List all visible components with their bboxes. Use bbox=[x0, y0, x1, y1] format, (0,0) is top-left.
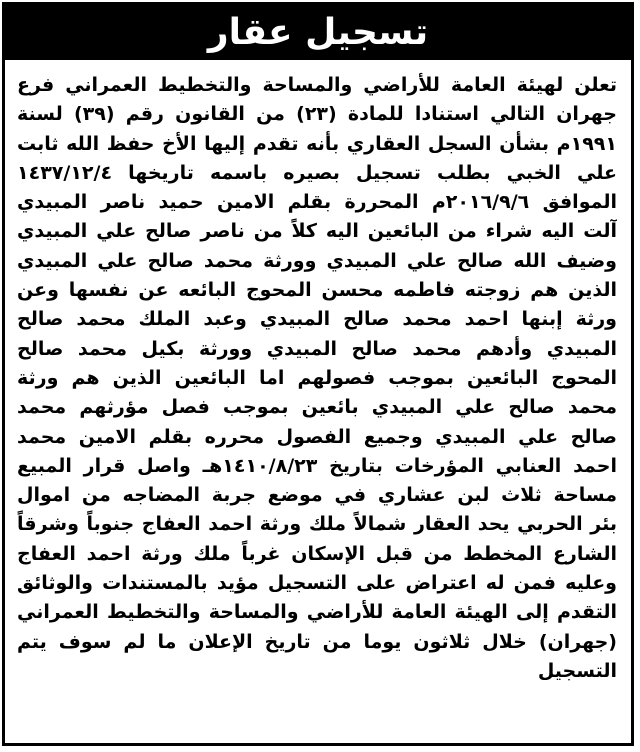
body-line: المحوج البائعين بموجب فصولهم اما البائعين الذين هم ورثة bbox=[17, 366, 617, 389]
body-line: آلت اليه شراء من البائعين اليه كلاً من ناصر صالح علي المبيدي bbox=[17, 220, 617, 243]
body-line: احمد العنابي المؤرخات بتاريخ ١٤١٠/٨/٢٣هـ واصل قرار المبيع bbox=[17, 454, 617, 477]
body-line: التقدم إلى الهيئة العامة للأراضي والمساحة والتخطيط العمراني bbox=[17, 601, 617, 624]
body-line: ورثة إبنها احمد محمد صالح المبيدي وعبد الملك محمد صالح bbox=[17, 308, 617, 331]
body-line: الذين هم زوجته فاطمه محسن المحوج البائعه عن نفسها وعن bbox=[17, 279, 617, 302]
body-line: محمد صالح علي المبيدي بائعين بموجب فصل مؤرثهم محمد bbox=[17, 396, 617, 419]
body-line: صالح علي المبيدي وجميع الفصول محرره بقلم الامين محمد bbox=[17, 425, 617, 448]
body-line: ١٩٩١م بشأن السجل العقاري بأنه تقدم إليها الأخ حفظ الله ثابت bbox=[17, 132, 617, 155]
body-line: الشارع المخطط من قبل الإسكان غرباً ملك ورثة احمد العفاج bbox=[17, 542, 617, 565]
body-line: الموافق ٢٠١٦/٩/٦م المحررة بقلم الامين حميد ناصر المبيدي bbox=[17, 191, 617, 214]
body-line: جهران التالي استنادا للمادة (٢٣) من القانون رقم (٣٩) لسنة bbox=[17, 103, 617, 126]
body-line: وضيف الله صالح علي المبيدي وورثة محمد صالح علي المبيدي bbox=[17, 249, 617, 272]
body-line: مساحة ثلاث لبن عشاري في موضع جربة المضاجه من اموال bbox=[17, 484, 617, 507]
body-line: علي الخبي بطلب تسجيل بصيره باسمه تاريخها ١٤٣٧/١٢/٤ bbox=[17, 161, 617, 184]
body-line: تعلن لهيئة العامة للأراضي والمساحة والتخطيط العمراني فرع bbox=[17, 74, 617, 96]
body-line: المبيدي وأدهم محمد صالح المبيدي وورثة بكيل محمد صالح bbox=[17, 337, 617, 360]
notice-title: تسجيل عقار bbox=[207, 11, 429, 53]
notice-body bbox=[17, 71, 617, 686]
body-line: بئر الحربي يحد العقار شمالاً ملك ورثة احمد العفاج جنوباً وشرقاً bbox=[17, 513, 617, 536]
body-line: وعليه فمن له اعتراض على التسجيل مؤيد بالمستندات والوثائق bbox=[17, 572, 617, 595]
notice-box bbox=[2, 2, 634, 746]
body-line: التسجيل bbox=[537, 659, 617, 682]
header-band bbox=[5, 5, 631, 60]
body-line: (جهران) خلال ثلاثون يوما من تاريخ الإعلان ما لم سوف يتم bbox=[17, 630, 617, 653]
